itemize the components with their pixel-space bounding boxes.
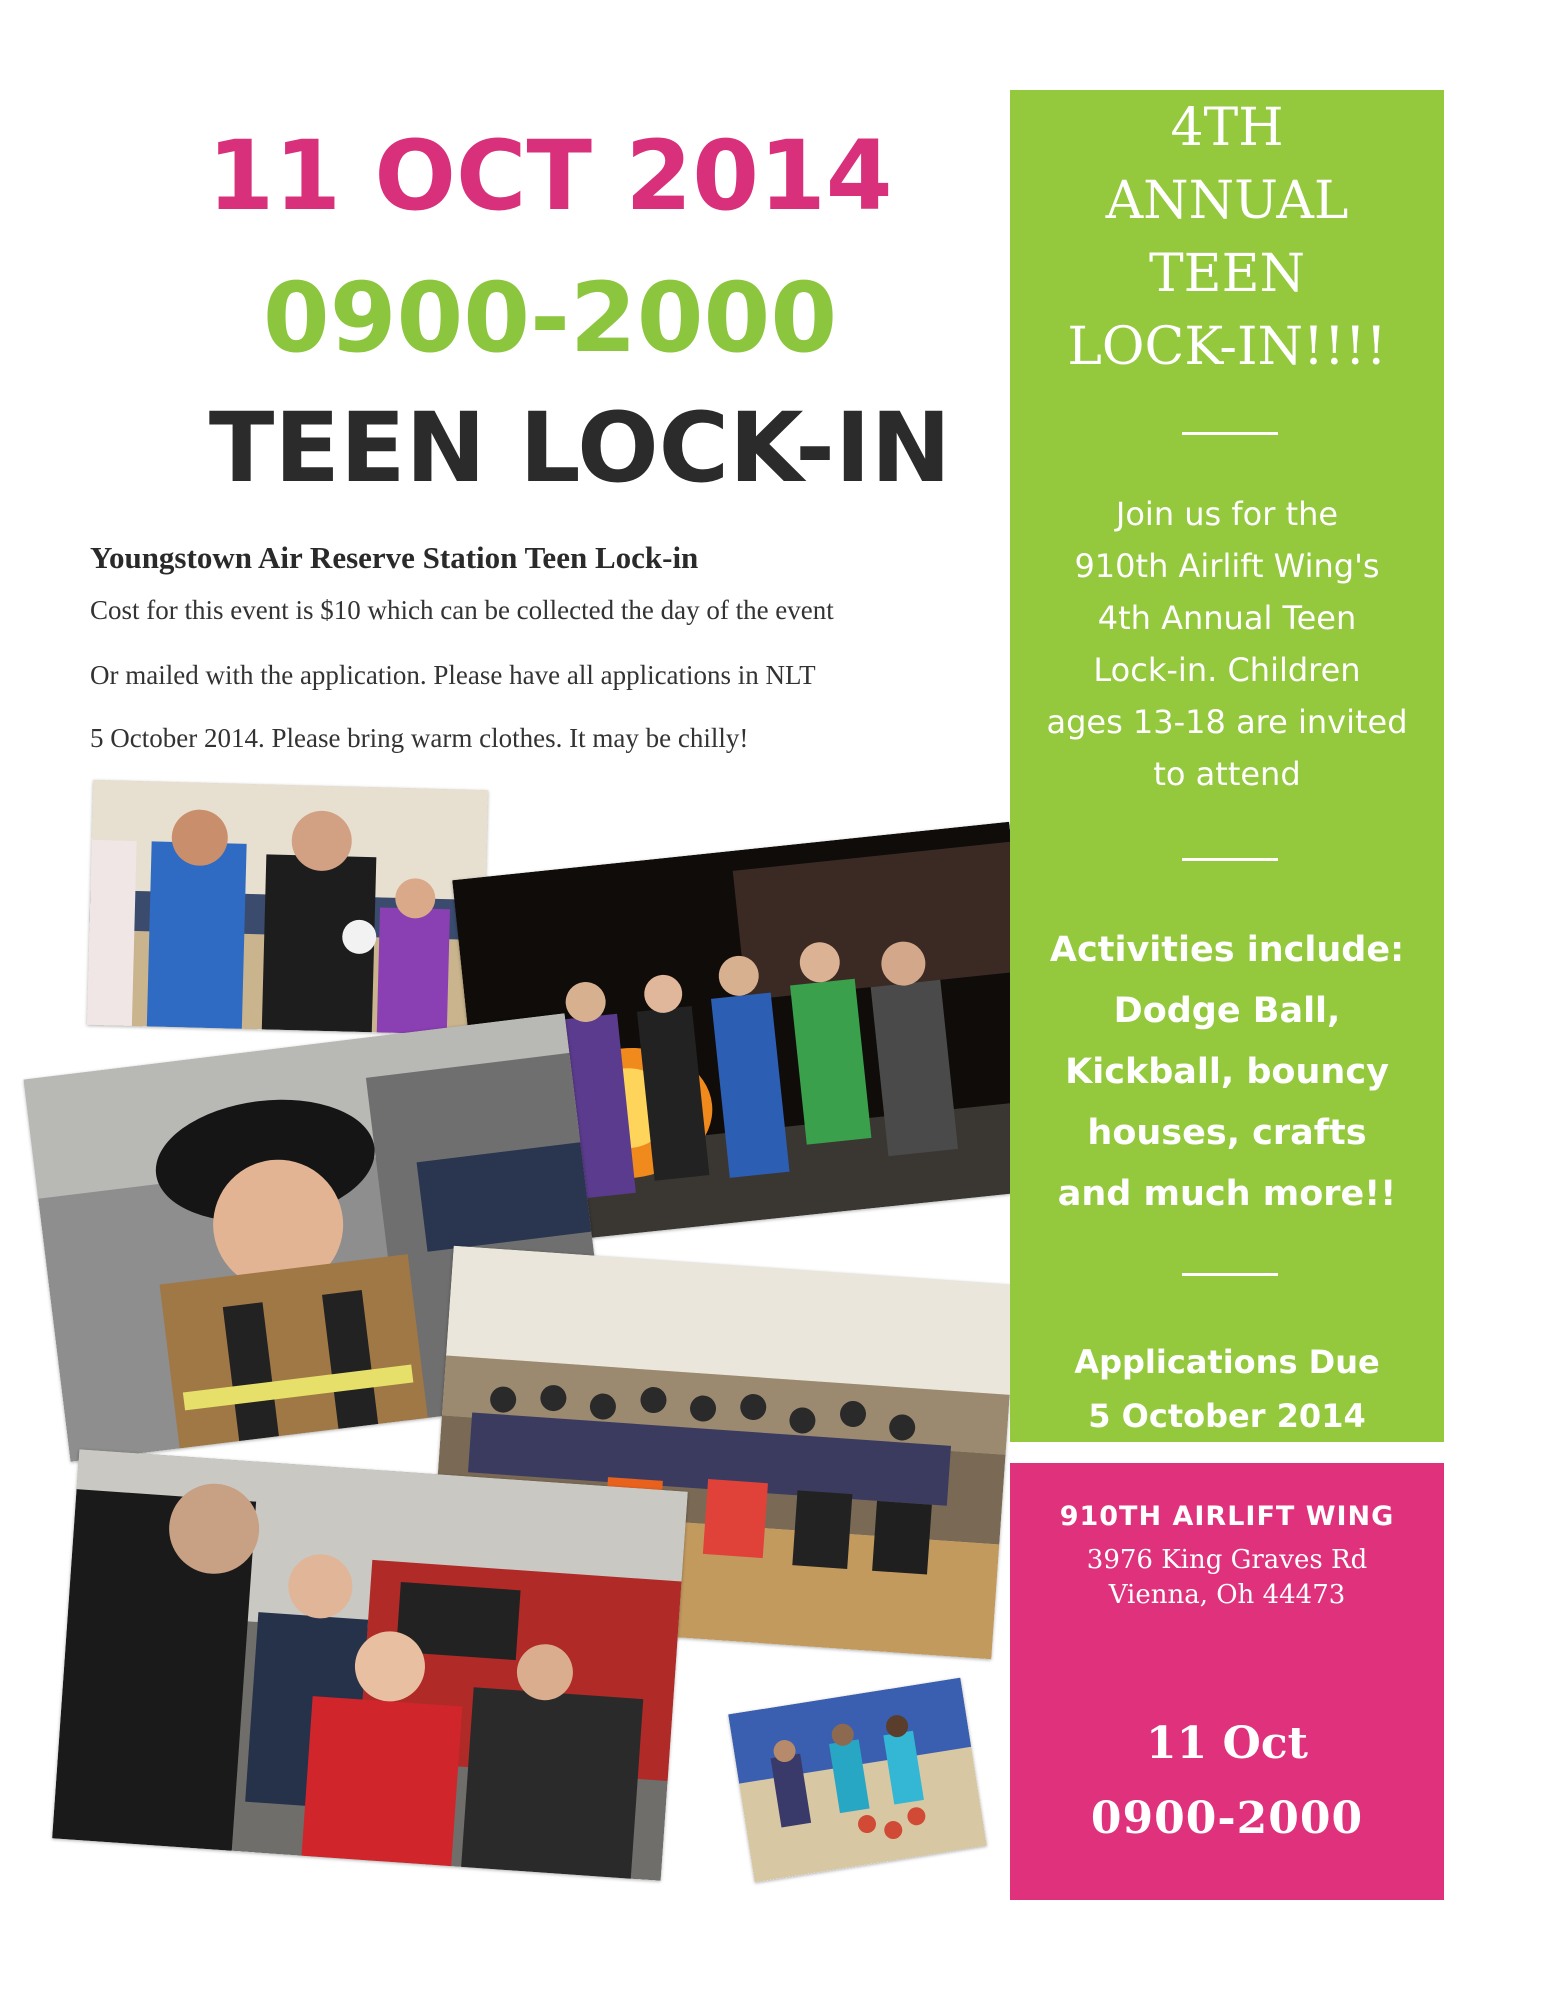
- street-address: 3976 King Graves Rd: [1086, 1545, 1368, 1575]
- event-time-heading: 0900-2000: [262, 262, 838, 374]
- event-title-heading: TEEN LOCK-IN: [208, 392, 952, 504]
- heading-line: ANNUAL: [1105, 171, 1349, 231]
- join-line: Lock-in. Children: [1093, 651, 1361, 689]
- activities-text: [1030, 920, 1424, 1225]
- join-line: 4th Annual Teen: [1097, 599, 1357, 637]
- join-line: 910th Airlift Wing's: [1074, 547, 1380, 585]
- photo-gym-ball: [87, 780, 488, 1035]
- photo-dodgeball-game: [728, 1678, 987, 1883]
- panel-event-date: 11 Oct: [1146, 1718, 1308, 1769]
- warm-clothes-text: 5 October 2014. Please bring warm clothes. It may be chilly!: [90, 723, 749, 753]
- join-line: Join us for the: [1115, 495, 1339, 533]
- event-date-heading: 11 OCT 2014: [207, 120, 893, 232]
- activities-line: Kickball, bouncy: [1065, 1052, 1389, 1092]
- divider: [1182, 432, 1278, 435]
- city-address: Vienna, Oh 44473: [1108, 1580, 1346, 1610]
- applications-due-text: [1030, 1335, 1424, 1443]
- apps-due-line: Applications Due: [1074, 1343, 1380, 1381]
- join-line: ages 13-18 are invited: [1046, 703, 1408, 741]
- apps-due-line: 5 October 2014: [1088, 1397, 1366, 1435]
- divider: [1182, 858, 1278, 861]
- activities-line: Activities include:: [1049, 930, 1405, 970]
- divider: [1182, 1273, 1278, 1276]
- activities-line: and much more!!: [1057, 1174, 1397, 1214]
- panel-event-time: 0900-2000: [1090, 1793, 1364, 1844]
- activities-line: houses, crafts: [1087, 1113, 1367, 1153]
- join-invitation-text: [1030, 488, 1424, 800]
- heading-line: 4TH: [1170, 98, 1284, 158]
- wing-name: 910TH AIRLIFT WING: [1059, 1501, 1395, 1532]
- join-line: to attend: [1153, 755, 1301, 793]
- cost-text: Cost for this event is $10 which can be collected the day of the event: [90, 595, 834, 625]
- activities-line: Dodge Ball,: [1113, 991, 1341, 1031]
- photo-fire-station-group: [52, 1449, 688, 1881]
- contact-panel: [1010, 1463, 1444, 1900]
- heading-line: TEEN: [1148, 244, 1306, 304]
- event-info-panel: [1010, 90, 1444, 1442]
- event-subtitle: Youngstown Air Reserve Station Teen Lock-in: [90, 540, 699, 575]
- annual-heading: [1010, 92, 1444, 384]
- mail-text: Or mailed with the application. Please have all applications in NLT: [90, 660, 816, 690]
- heading-line: LOCK-IN!!!!: [1067, 317, 1387, 377]
